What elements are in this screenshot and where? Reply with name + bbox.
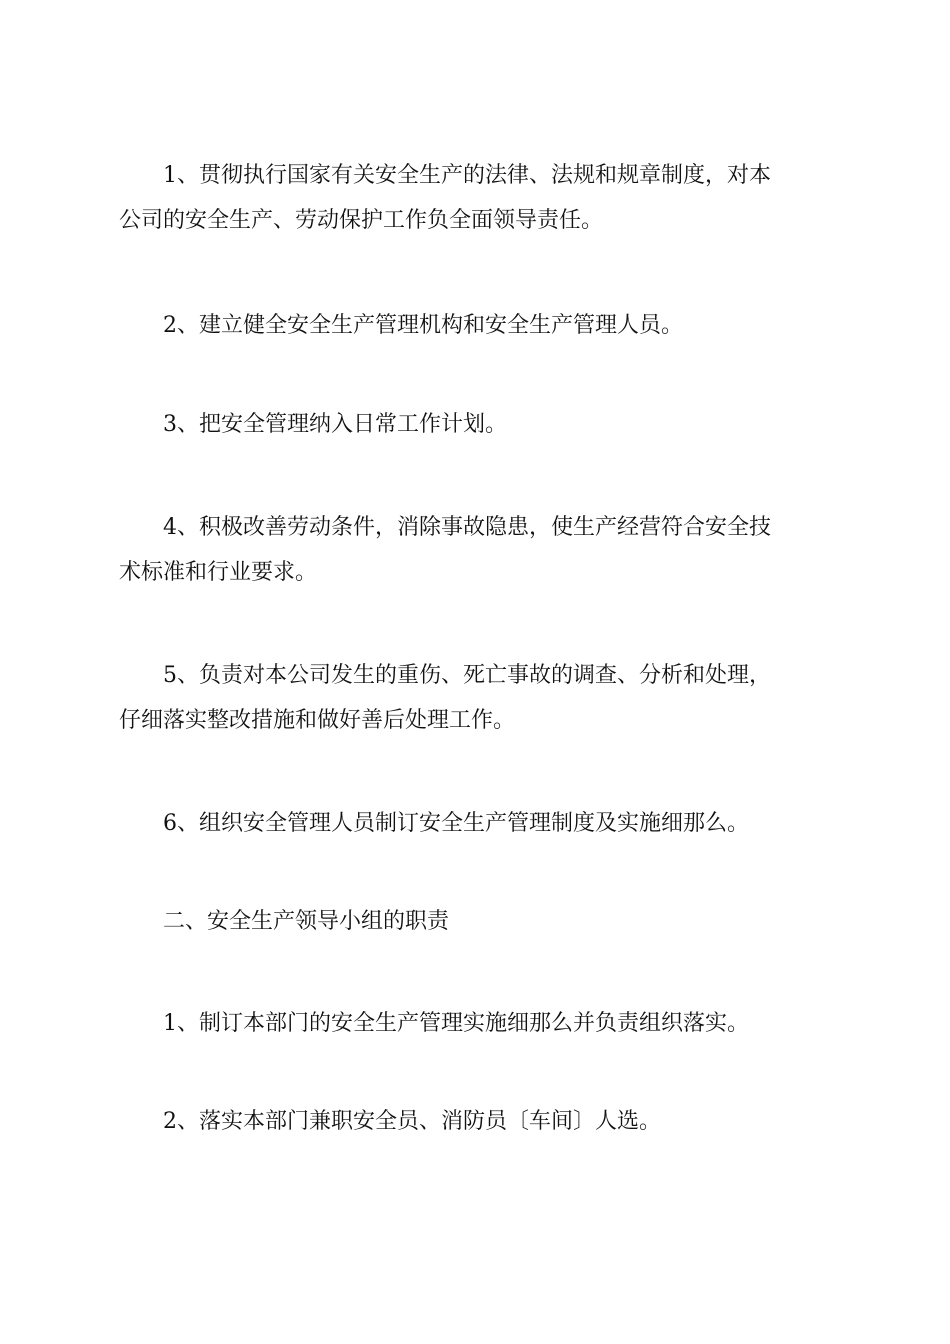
paragraph-6 — [119, 801, 831, 846]
paragraph-4 — [119, 505, 831, 595]
paragraph-line: 2、落实本部门兼职安全员、消防员〔车间〕人选。 — [163, 1109, 661, 1134]
paragraph-line: 二、安全生产领导小组的职责 — [163, 909, 450, 934]
paragraph-line: 2、建立健全安全生产管理机构和安全生产管理人员。 — [163, 313, 683, 338]
paragraph-line: 5、负责对本公司发生的重伤、死亡事故的调查、分析和处理， — [163, 663, 771, 688]
paragraph-line: 1、贯彻执行国家有关安全生产的法律、法规和规章制度，对本 — [163, 163, 771, 188]
paragraph-line: 6、组织安全管理人员制订安全生产管理制度及实施细那么。 — [163, 811, 749, 836]
paragraph-line: 公司的安全生产、劳动保护工作负全面领导责任。 — [119, 208, 604, 233]
paragraph-5 — [119, 653, 831, 743]
paragraph-7 — [119, 1001, 831, 1046]
paragraph-line: 1、制订本部门的安全生产管理实施细那么并负责组织落实。 — [163, 1011, 749, 1036]
section-heading — [119, 899, 831, 944]
paragraph-3 — [119, 402, 831, 447]
paragraph-8 — [119, 1099, 831, 1144]
paragraph-line: 3、把安全管理纳入日常工作计划。 — [163, 412, 507, 437]
paragraph-line: 4、积极改善劳动条件，消除事故隐患，使生产经营符合安全技 — [163, 515, 771, 540]
paragraph-line: 术标准和行业要求。 — [119, 560, 318, 585]
paragraph-1 — [119, 153, 831, 243]
paragraph-2 — [119, 303, 831, 348]
paragraph-line: 仔细落实整改措施和做好善后处理工作。 — [119, 708, 516, 733]
